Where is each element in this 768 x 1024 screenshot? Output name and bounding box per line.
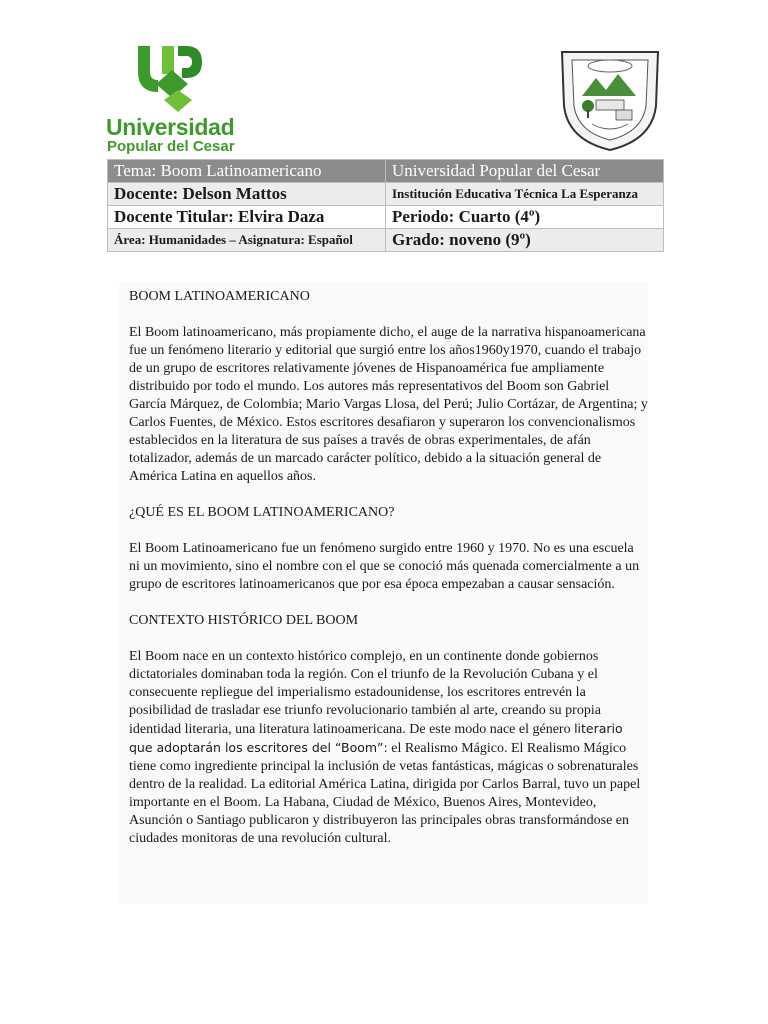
institution-cell: Institución Educativa Técnica La Esperanza [386,183,664,206]
university-cell: Universidad Popular del Cesar [386,160,664,183]
grade-cell: Grado: noveno (9º) [386,229,664,252]
school-seal-icon [556,44,664,154]
teacher-cell: Docente: Delson Mattos [108,183,386,206]
paragraph-context [129,648,648,848]
university-name-line1: Universidad [106,114,235,140]
university-name-line2: Popular del Cesar [107,138,235,155]
topic-cell: Tema: Boom Latinoamericano [108,160,386,183]
header-row-head-teacher [108,206,664,229]
header-row-area [108,229,664,252]
header-info-table [107,159,664,252]
context-text-part1: El Boom nace en un contexto histórico complejo, en un continente donde gobiernos dictatoriales dominaban toda la región. Con el triunfo de la Revolución Cubana y el consecuente repliegue del imperialismo estadounidense, los escritores entrevén la posibilidad de trasladar ese triunfo revolucionario también al arte, creando su propia identidad literaria, una literatura latinoamericana. De este modo nace el género [129,649,601,737]
head-teacher-cell: Docente Titular: Elvira Daza [108,206,386,229]
section-heading-what-is: ¿QUÉ ES EL BOOM LATINOAMERICANO? [129,505,395,520]
header-row-teacher [108,183,664,206]
document-body [119,282,648,904]
context-text-part2: literario que adoptarán los escritores del “Boom”: [129,721,623,755]
paragraph-intro: El Boom latinoamericano, más propiamente dicho, el auge de la narrativa hispanoamericana fue un fenómeno literario y editorial que surgió entre los años1960y1970, cuando el trabajo de un grupo de escritores relativamente jóvenes de Hispanoamérica fue ampliamente distribuido por todo el mundo. Los autores más representativos del Boom son Gabriel García Márquez, de Colombia; Mario Vargas Llosa, del Perú; Julio Cortázar, de Argentina; y Carlos Fuentes, de México. Estos escritores desafiaron y superaron los convencionalismos establecidos en la literatura de sus países a través de obras experimentales, de afán totalizador, además de un marcado carácter político, debido a la situación general de América Latina en aquellos años. [129,325,648,484]
area-subject-cell: Área: Humanidades – Asignatura: Español [108,229,386,252]
upc-logo-mark-icon [134,44,204,116]
section-heading-context: CONTEXTO HISTÓRICO DEL BOOM [129,613,359,628]
header-row-topic [108,160,664,183]
document-title: BOOM LATINOAMERICANO [129,289,310,304]
paragraph-definition: El Boom Latinoamericano fue un fenómeno surgido entre 1960 y 1970. No es una escuela ni un movimiento, sino el nombre con el que se conoció más quenada comercialmente a un grupo de escritores latinoamericanos que por esa época empezaban a causar sensación. [129,541,640,592]
context-text-part3: el Realismo Mágico. El Realismo Mágico tiene como ingrediente principal la inclusión de vetas fantásticas, mágicas o sobrenaturales dentro de la realidad. La editorial América Latina, dirigida por Carlos Barral, tuvo un papel importante en el Boom. La Habana, Ciudad de México, Buenos Aires, Montevideo, Asunción o Santiago publicaron y distribuyeron las principales obras transformándose en ciudades monitoras de una revolución cultural. [129,741,641,846]
period-cell: Periodo: Cuarto (4º) [386,206,664,229]
university-logo [104,44,236,156]
